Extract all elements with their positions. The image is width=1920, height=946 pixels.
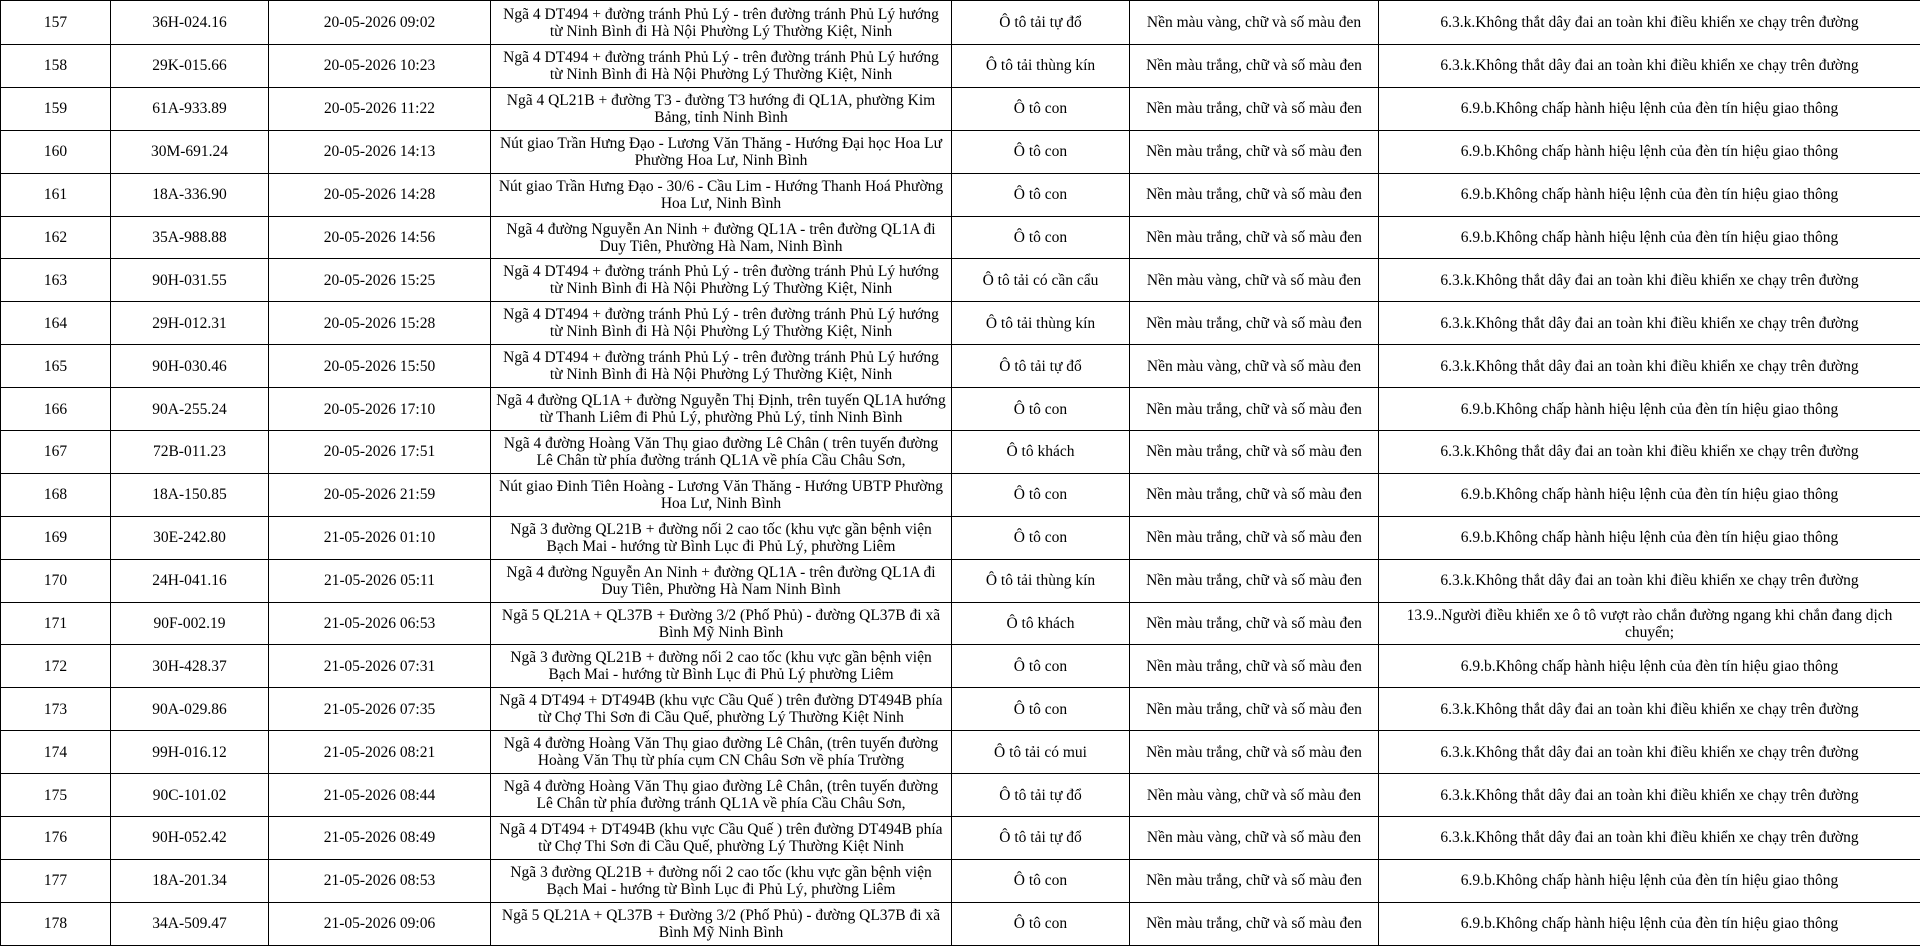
vehicle-type-cell: Ô tô khách (952, 431, 1130, 474)
location-cell (491, 516, 952, 559)
violation-cell-text: 6.3.k.Không thắt dây đai an toàn khi điều khiển xe chạy trên đường (1381, 829, 1918, 846)
location-cell-text: Ngã 4 đường Hoàng Văn Thụ giao đường Lê Chân, (trên tuyến đường Lê Chân từ phía đường tránh QL1A về phía Cầu Châu Sơn, (495, 778, 947, 812)
table-row (1, 130, 1920, 173)
plate-color-cell: Nền màu trắng, chữ và số màu đen (1130, 559, 1379, 602)
license-plate-cell: 30H-428.37 (111, 645, 269, 688)
vehicle-type-cell: Ô tô con (952, 516, 1130, 559)
violation-time-cell: 21-05-2026 09:06 (269, 902, 491, 945)
table-body (1, 1, 1920, 946)
license-plate-cell: 90C-101.02 (111, 774, 269, 817)
location-cell (491, 559, 952, 602)
vehicle-type-cell: Ô tô tải thùng kín (952, 302, 1130, 345)
location-cell (491, 731, 952, 774)
plate-color-cell: Nền màu trắng, chữ và số màu đen (1130, 130, 1379, 173)
table-row (1, 602, 1920, 645)
location-cell-text: Ngã 4 đường QL1A + đường Nguyễn Thị Định, trên tuyến QL1A hướng từ Thanh Liêm đi Phủ Lý, phường Phủ Lý, tỉnh Ninh Bình (495, 392, 947, 426)
vehicle-type-cell: Ô tô tải tự đổ (952, 817, 1130, 860)
violation-cell (1379, 302, 1920, 345)
violation-cell (1379, 859, 1920, 902)
plate-color-cell: Nền màu trắng, chữ và số màu đen (1130, 645, 1379, 688)
vehicle-type-cell: Ô tô con (952, 173, 1130, 216)
violation-cell-text: 6.3.k.Không thắt dây đai an toàn khi điều khiển xe chạy trên đường (1381, 272, 1918, 289)
violation-cell-text: 6.3.k.Không thắt dây đai an toàn khi điều khiển xe chạy trên đường (1381, 443, 1918, 460)
plate-color-cell: Nền màu vàng, chữ và số màu đen (1130, 774, 1379, 817)
violation-time-cell: 20-05-2026 21:59 (269, 473, 491, 516)
vehicle-type-cell: Ô tô con (952, 859, 1130, 902)
table-row (1, 473, 1920, 516)
location-cell-text: Ngã 4 đường Nguyễn An Ninh + đường QL1A - trên đường QL1A đi Duy Tiên, Phường Hà Nam Ninh Bình (495, 564, 947, 598)
location-cell (491, 216, 952, 259)
violation-cell (1379, 388, 1920, 431)
license-plate-cell: 90A-255.24 (111, 388, 269, 431)
license-plate-cell: 61A-933.89 (111, 87, 269, 130)
violation-cell (1379, 216, 1920, 259)
location-cell-text: Ngã 4 DT494 + đường tránh Phủ Lý - trên đường tránh Phủ Lý hướng từ Ninh Bình đi Hà Nội Phường Lý Thường Kiệt, Ninh (495, 263, 947, 297)
vehicle-type-cell: Ô tô con (952, 87, 1130, 130)
violation-time-cell: 20-05-2026 15:28 (269, 302, 491, 345)
location-cell (491, 688, 952, 731)
plate-color-cell: Nền màu vàng, chữ và số màu đen (1130, 259, 1379, 302)
violation-cell (1379, 645, 1920, 688)
location-cell-text: Nút giao Trần Hưng Đạo - 30/6 - Cầu Lim - Hướng Thanh Hoá Phường Hoa Lư, Ninh Bình (495, 178, 947, 212)
row-number-cell: 159 (1, 87, 111, 130)
location-cell-text: Ngã 4 QL21B + đường T3 - đường T3 hướng đi QL1A, phường Kim Bảng, tỉnh Ninh Bình (495, 92, 947, 126)
table-row (1, 731, 1920, 774)
table-row (1, 817, 1920, 860)
plate-color-cell: Nền màu vàng, chữ và số màu đen (1130, 817, 1379, 860)
row-number-cell: 172 (1, 645, 111, 688)
plate-color-cell: Nền màu trắng, chữ và số màu đen (1130, 516, 1379, 559)
row-number-cell: 168 (1, 473, 111, 516)
license-plate-cell: 72B-011.23 (111, 431, 269, 474)
row-number-cell: 171 (1, 602, 111, 645)
row-number-cell: 160 (1, 130, 111, 173)
vehicle-type-cell: Ô tô tải có cần cẩu (952, 259, 1130, 302)
violation-cell-text: 6.3.k.Không thắt dây đai an toàn khi điều khiển xe chạy trên đường (1381, 701, 1918, 718)
table-row (1, 1, 1920, 45)
violation-cell-text: 6.9.b.Không chấp hành hiệu lệnh của đèn tín hiệu giao thông (1381, 915, 1918, 932)
license-plate-cell: 18A-336.90 (111, 173, 269, 216)
vehicle-type-cell: Ô tô tải thùng kín (952, 45, 1130, 88)
location-cell (491, 302, 952, 345)
location-cell (491, 45, 952, 88)
table-row (1, 431, 1920, 474)
license-plate-cell: 29K-015.66 (111, 45, 269, 88)
location-cell (491, 87, 952, 130)
violation-time-cell: 20-05-2026 17:51 (269, 431, 491, 474)
violation-time-cell: 21-05-2026 05:11 (269, 559, 491, 602)
violation-cell (1379, 45, 1920, 88)
violation-cell (1379, 87, 1920, 130)
license-plate-cell: 24H-041.16 (111, 559, 269, 602)
row-number-cell: 178 (1, 902, 111, 945)
location-cell-text: Ngã 4 DT494 + đường tránh Phủ Lý - trên đường tránh Phủ Lý hướng từ Ninh Bình đi Hà Nội Phường Lý Thường Kiệt, Ninh (495, 49, 947, 83)
plate-color-cell: Nền màu trắng, chữ và số màu đen (1130, 216, 1379, 259)
row-number-cell: 162 (1, 216, 111, 259)
table-row (1, 902, 1920, 945)
violation-cell-text: 6.9.b.Không chấp hành hiệu lệnh của đèn tín hiệu giao thông (1381, 186, 1918, 203)
row-number-cell: 157 (1, 1, 111, 45)
violation-cell-text: 6.9.b.Không chấp hành hiệu lệnh của đèn tín hiệu giao thông (1381, 486, 1918, 503)
violation-cell-text: 13.9..Người điều khiển xe ô tô vượt rào chắn đường ngang khi chắn đang dịch chuyển; (1381, 607, 1918, 641)
vehicle-type-cell: Ô tô khách (952, 602, 1130, 645)
violation-cell (1379, 130, 1920, 173)
location-cell-text: Ngã 5 QL21A + QL37B + Đường 3/2 (Phố Phủ) - đường QL37B đi xã Bình Mỹ Ninh Bình (495, 907, 947, 941)
violation-time-cell: 21-05-2026 01:10 (269, 516, 491, 559)
location-cell-text: Ngã 4 DT494 + DT494B (khu vực Cầu Quế ) trên đường DT494B phía từ Chợ Thi Sơn đi Cầu Quế, phường Lý Thường Kiệt Ninh (495, 692, 947, 726)
vehicle-type-cell: Ô tô con (952, 388, 1130, 431)
license-plate-cell: 90H-052.42 (111, 817, 269, 860)
location-cell-text: Ngã 4 đường Hoàng Văn Thụ giao đường Lê Chân ( trên tuyến đường Lê Chân từ phía đường tránh QL1A về phía Cầu Châu Sơn, (495, 435, 947, 469)
location-cell-text: Ngã 5 QL21A + QL37B + Đường 3/2 (Phố Phủ) - đường QL37B đi xã Bình Mỹ Ninh Bình (495, 607, 947, 641)
violation-cell-text: 6.3.k.Không thắt dây đai an toàn khi điều khiển xe chạy trên đường (1381, 744, 1918, 761)
row-number-cell: 169 (1, 516, 111, 559)
location-cell (491, 473, 952, 516)
violation-cell (1379, 774, 1920, 817)
location-cell-text: Ngã 3 đường QL21B + đường nối 2 cao tốc (khu vực gần bệnh viện Bạch Mai - hướng từ Bình Lục đi Phủ Lý phường Liêm (495, 649, 947, 683)
location-cell (491, 345, 952, 388)
vehicle-type-cell: Ô tô con (952, 688, 1130, 731)
violation-cell-text: 6.3.k.Không thắt dây đai an toàn khi điều khiển xe chạy trên đường (1381, 358, 1918, 375)
violation-cell (1379, 731, 1920, 774)
location-cell (491, 859, 952, 902)
location-cell (491, 602, 952, 645)
location-cell-text: Ngã 4 DT494 + đường tránh Phủ Lý - trên đường tránh Phủ Lý hướng từ Ninh Bình đi Hà Nội Phường Lý Thường Kiệt, Ninh (495, 6, 947, 40)
row-number-cell: 163 (1, 259, 111, 302)
location-cell-text: Ngã 4 đường Nguyễn An Ninh + đường QL1A - trên đường QL1A đi Duy Tiên, Phường Hà Nam, Ninh Bình (495, 221, 947, 255)
license-plate-cell: 36H-024.16 (111, 1, 269, 45)
license-plate-cell: 99H-016.12 (111, 731, 269, 774)
vehicle-type-cell: Ô tô tải tự đổ (952, 1, 1130, 45)
location-cell (491, 1, 952, 45)
violation-cell (1379, 602, 1920, 645)
vehicle-type-cell: Ô tô con (952, 902, 1130, 945)
plate-color-cell: Nền màu trắng, chữ và số màu đen (1130, 902, 1379, 945)
table-row (1, 859, 1920, 902)
table-row (1, 559, 1920, 602)
location-cell (491, 259, 952, 302)
plate-color-cell: Nền màu trắng, chữ và số màu đen (1130, 388, 1379, 431)
license-plate-cell: 34A-509.47 (111, 902, 269, 945)
row-number-cell: 174 (1, 731, 111, 774)
table-row (1, 173, 1920, 216)
license-plate-cell: 30M-691.24 (111, 130, 269, 173)
location-cell-text: Ngã 4 DT494 + DT494B (khu vực Cầu Quế ) trên đường DT494B phía từ Chợ Thi Sơn đi Cầu Quế, phường Lý Thường Kiệt Ninh (495, 821, 947, 855)
violation-cell-text: 6.9.b.Không chấp hành hiệu lệnh của đèn tín hiệu giao thông (1381, 229, 1918, 246)
violation-time-cell: 20-05-2026 14:13 (269, 130, 491, 173)
vehicle-type-cell: Ô tô con (952, 130, 1130, 173)
table-row (1, 216, 1920, 259)
row-number-cell: 175 (1, 774, 111, 817)
plate-color-cell: Nền màu trắng, chữ và số màu đen (1130, 45, 1379, 88)
row-number-cell: 165 (1, 345, 111, 388)
table-row (1, 345, 1920, 388)
table-row (1, 516, 1920, 559)
violation-time-cell: 20-05-2026 10:23 (269, 45, 491, 88)
violation-cell-text: 6.3.k.Không thắt dây đai an toàn khi điều khiển xe chạy trên đường (1381, 572, 1918, 589)
row-number-cell: 176 (1, 817, 111, 860)
plate-color-cell: Nền màu trắng, chữ và số màu đen (1130, 302, 1379, 345)
location-cell (491, 774, 952, 817)
violation-cell (1379, 1, 1920, 45)
violation-cell-text: 6.9.b.Không chấp hành hiệu lệnh của đèn tín hiệu giao thông (1381, 658, 1918, 675)
plate-color-cell: Nền màu trắng, chữ và số màu đen (1130, 859, 1379, 902)
plate-color-cell: Nền màu trắng, chữ và số màu đen (1130, 473, 1379, 516)
vehicle-type-cell: Ô tô tải thùng kín (952, 559, 1130, 602)
violation-cell (1379, 559, 1920, 602)
violation-cell-text: 6.3.k.Không thắt dây đai an toàn khi điều khiển xe chạy trên đường (1381, 14, 1918, 31)
vehicle-type-cell: Ô tô tải tự đổ (952, 345, 1130, 388)
violation-cell (1379, 431, 1920, 474)
violation-time-cell: 20-05-2026 14:56 (269, 216, 491, 259)
violation-cell (1379, 173, 1920, 216)
violation-cell-text: 6.9.b.Không chấp hành hiệu lệnh của đèn tín hiệu giao thông (1381, 100, 1918, 117)
violation-time-cell: 20-05-2026 17:10 (269, 388, 491, 431)
location-cell (491, 173, 952, 216)
location-cell (491, 645, 952, 688)
violation-time-cell: 21-05-2026 08:49 (269, 817, 491, 860)
row-number-cell: 170 (1, 559, 111, 602)
violation-time-cell: 20-05-2026 09:02 (269, 1, 491, 45)
violation-cell (1379, 259, 1920, 302)
violation-cell-text: 6.3.k.Không thắt dây đai an toàn khi điều khiển xe chạy trên đường (1381, 57, 1918, 74)
plate-color-cell: Nền màu trắng, chữ và số màu đen (1130, 173, 1379, 216)
location-cell-text: Ngã 4 đường Hoàng Văn Thụ giao đường Lê Chân, (trên tuyến đường Hoàng Văn Thụ từ phía cụm CN Châu Sơn về phía Trường (495, 735, 947, 769)
location-cell-text: Ngã 3 đường QL21B + đường nối 2 cao tốc (khu vực gần bệnh viện Bạch Mai - hướng từ Bình Lục đi Phủ Lý, phường Liêm (495, 864, 947, 898)
violation-cell-text: 6.9.b.Không chấp hành hiệu lệnh của đèn tín hiệu giao thông (1381, 872, 1918, 889)
plate-color-cell: Nền màu vàng, chữ và số màu đen (1130, 1, 1379, 45)
location-cell-text: Ngã 3 đường QL21B + đường nối 2 cao tốc (khu vực gần bệnh viện Bạch Mai - hướng từ Bình Lục đi Phủ Lý, phường Liêm (495, 521, 947, 555)
license-plate-cell: 30E-242.80 (111, 516, 269, 559)
location-cell (491, 130, 952, 173)
violation-cell (1379, 345, 1920, 388)
violation-cell-text: 6.9.b.Không chấp hành hiệu lệnh của đèn tín hiệu giao thông (1381, 529, 1918, 546)
plate-color-cell: Nền màu trắng, chữ và số màu đen (1130, 431, 1379, 474)
table-row (1, 87, 1920, 130)
license-plate-cell: 35A-988.88 (111, 216, 269, 259)
row-number-cell: 167 (1, 431, 111, 474)
vehicle-type-cell: Ô tô con (952, 473, 1130, 516)
license-plate-cell: 90A-029.86 (111, 688, 269, 731)
violation-cell (1379, 516, 1920, 559)
table-row (1, 302, 1920, 345)
violation-cell (1379, 902, 1920, 945)
location-cell (491, 388, 952, 431)
location-cell-text: Nút giao Trần Hưng Đạo - Lương Văn Thăng - Hướng Đại học Hoa Lư Phường Hoa Lư, Ninh Bình (495, 135, 947, 169)
violation-time-cell: 21-05-2026 07:35 (269, 688, 491, 731)
license-plate-cell: 29H-012.31 (111, 302, 269, 345)
row-number-cell: 177 (1, 859, 111, 902)
license-plate-cell: 18A-201.34 (111, 859, 269, 902)
violation-time-cell: 21-05-2026 08:44 (269, 774, 491, 817)
license-plate-cell: 90F-002.19 (111, 602, 269, 645)
license-plate-cell: 18A-150.85 (111, 473, 269, 516)
violation-time-cell: 20-05-2026 14:28 (269, 173, 491, 216)
location-cell-text: Ngã 4 DT494 + đường tránh Phủ Lý - trên đường tránh Phủ Lý hướng từ Ninh Bình đi Hà Nội Phường Lý Thường Kiệt, Ninh (495, 349, 947, 383)
table-row (1, 774, 1920, 817)
table-row (1, 388, 1920, 431)
vehicle-type-cell: Ô tô tải có mui (952, 731, 1130, 774)
table-row (1, 45, 1920, 88)
table-row (1, 259, 1920, 302)
plate-color-cell: Nền màu vàng, chữ và số màu đen (1130, 345, 1379, 388)
violation-cell-text: 6.3.k.Không thắt dây đai an toàn khi điều khiển xe chạy trên đường (1381, 315, 1918, 332)
row-number-cell: 164 (1, 302, 111, 345)
plate-color-cell: Nền màu trắng, chữ và số màu đen (1130, 731, 1379, 774)
violation-cell (1379, 817, 1920, 860)
table-row (1, 688, 1920, 731)
location-cell-text: Nút giao Đinh Tiên Hoàng - Lương Văn Thăng - Hướng UBTP Phường Hoa Lư, Ninh Bình (495, 478, 947, 512)
location-cell (491, 817, 952, 860)
license-plate-cell: 90H-030.46 (111, 345, 269, 388)
location-cell (491, 902, 952, 945)
plate-color-cell: Nền màu trắng, chữ và số màu đen (1130, 87, 1379, 130)
violation-cell-text: 6.9.b.Không chấp hành hiệu lệnh của đèn tín hiệu giao thông (1381, 401, 1918, 418)
row-number-cell: 158 (1, 45, 111, 88)
violation-time-cell: 20-05-2026 11:22 (269, 87, 491, 130)
row-number-cell: 173 (1, 688, 111, 731)
plate-color-cell: Nền màu trắng, chữ và số màu đen (1130, 602, 1379, 645)
location-cell-text: Ngã 4 DT494 + đường tránh Phủ Lý - trên đường tránh Phủ Lý hướng từ Ninh Bình đi Hà Nội Phường Lý Thường Kiệt, Ninh (495, 306, 947, 340)
violation-cell-text: 6.9.b.Không chấp hành hiệu lệnh của đèn tín hiệu giao thông (1381, 143, 1918, 160)
vehicle-type-cell: Ô tô tải tự đổ (952, 774, 1130, 817)
row-number-cell: 161 (1, 173, 111, 216)
plate-color-cell: Nền màu trắng, chữ và số màu đen (1130, 688, 1379, 731)
violation-time-cell: 21-05-2026 07:31 (269, 645, 491, 688)
vehicle-type-cell: Ô tô con (952, 216, 1130, 259)
violation-cell-text: 6.3.k.Không thắt dây đai an toàn khi điều khiển xe chạy trên đường (1381, 787, 1918, 804)
row-number-cell: 166 (1, 388, 111, 431)
vehicle-type-cell: Ô tô con (952, 645, 1130, 688)
violation-time-cell: 21-05-2026 06:53 (269, 602, 491, 645)
violation-time-cell: 20-05-2026 15:25 (269, 259, 491, 302)
table-row (1, 645, 1920, 688)
violation-time-cell: 21-05-2026 08:21 (269, 731, 491, 774)
location-cell (491, 431, 952, 474)
violation-time-cell: 20-05-2026 15:50 (269, 345, 491, 388)
violation-time-cell: 21-05-2026 08:53 (269, 859, 491, 902)
license-plate-cell: 90H-031.55 (111, 259, 269, 302)
violation-cell (1379, 473, 1920, 516)
violation-cell (1379, 688, 1920, 731)
